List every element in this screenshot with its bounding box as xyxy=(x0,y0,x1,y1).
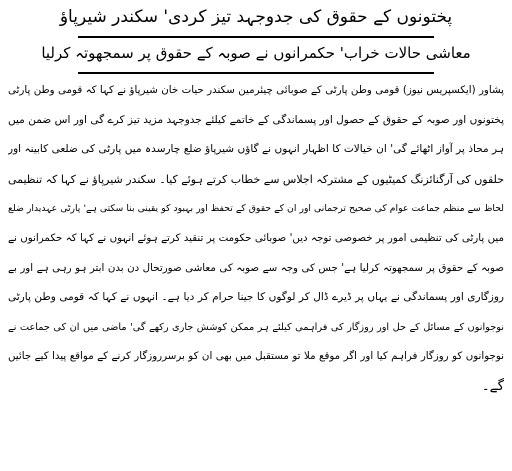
article-body xyxy=(8,76,504,402)
body-line: ہر محاذ پر آواز اٹھائے گی' ان خیالات کا اظہار انہوں نے گاؤں شیرپاؤ ضلع چارسدہ میں پارٹی کی ضلعی کابینہ اور xyxy=(8,143,504,156)
body-line: پختونوں اور صوبہ کے حقوق کے حصول اور پسماندگی کے خاتمے کیلئے جدوجہد مزید تیز کرے گی اور اس ضمن میں xyxy=(8,113,504,126)
body-line: صوبہ کے حقوق پر سمجھوتہ کرلیا ہے' جس کی وجہ سے صوبہ کی معاشی صورتحال دن بدن ابتر ہو رہی ہے اور بے xyxy=(8,261,504,274)
body-line: لحاظ سے منظم جماعت عوام کی صحیح ترجمانی اور ان کے حقوق کے تحفظ اور بہبود کو یقینی بنا سکتی ہے' پارٹی عہدیدار ضلع xyxy=(8,203,504,215)
body-line: گے۔ xyxy=(481,377,504,394)
subheadline-divider xyxy=(78,72,434,74)
body-line: حلقوں کی آرگنائزنگ کمیٹیوں کے مشترکہ اجلاس سے خطاب کرتے ہوئے کیا۔ سکندر شیرپاؤ نے کہا کہ تنظیمی xyxy=(8,172,504,186)
headline: پختونوں کے حقوق کی جدوجہد تیز کردی' سکندر شیرپاؤ xyxy=(59,7,453,27)
body-line: میں پارٹی کی تنظیمی امور پر خصوصی توجہ دیں' صوبائی حکومت پر تنقید کرتے ہوئے انہوں نے کہا کہ حکمرانوں نے xyxy=(8,231,504,244)
subheadline: معاشی حالات خراب' حکمرانوں نے صوبہ کے حقوق پر سمجھوتہ کرلیا xyxy=(41,44,471,62)
body-line: نوجوانوں کے مسائل کے حل اور روزگار کی فراہمی کیلئے ہر ممکن کوشش جاری رکھے گی' ماضی میں ان کی جماعت نے xyxy=(8,321,504,333)
body-line: پشاور (ایکسپریس نیوز) قومی وطن پارٹی کے صوبائی چیئرمین سکندر حیات خان شیرپاؤ نے کہا کہ قومی وطن پارٹی xyxy=(8,84,504,96)
body-line: روزگاری اور پسماندگی نے یہاں پر ڈیرے ڈال کر لوگوں کا جینا حرام کر دیا ہے۔ انہوں نے کہا کہ قومی وطن پارٹی xyxy=(8,291,504,304)
body-line: نوجوانوں کو روزگار فراہم کیا اور اگر موقع ملا تو مستقبل میں بھی ان کو برسرروزگار کرنے کے مواقع پیدا کیے جائیں xyxy=(8,350,504,363)
